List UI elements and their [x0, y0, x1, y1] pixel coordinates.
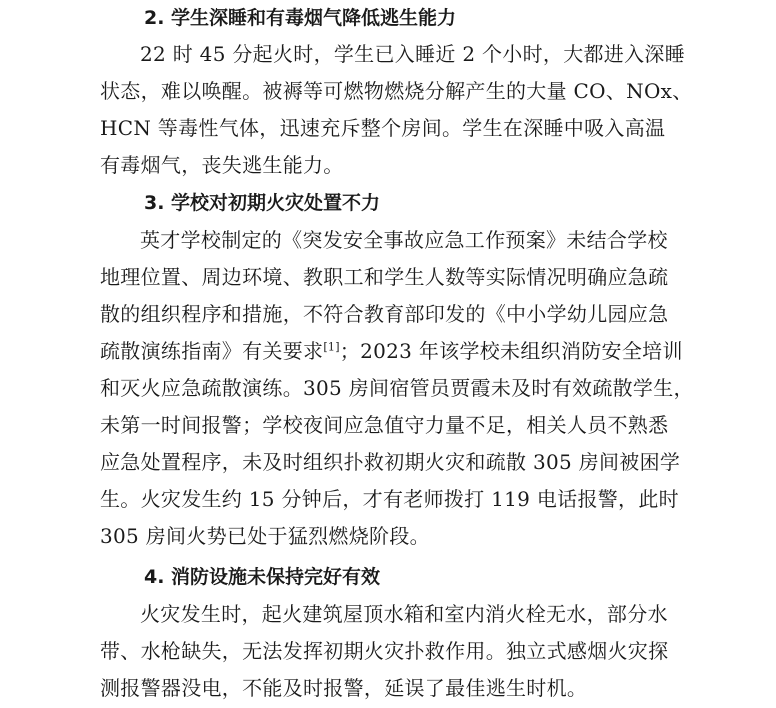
text-line: 状态，难以唤醒。被褥等可燃物燃烧分解产生的大量 CO、NOx、 [100, 79, 693, 103]
text-line: 火灾发生时，起火建筑屋顶水箱和室内消火栓无水，部分水 [140, 602, 668, 626]
text-line: 应急处置程序，未及时组织扑救初期火灾和疏散 305 房间被困学 [100, 450, 681, 474]
text-line: HCN 等毒性气体，迅速充斥整个房间。学生在深睡中吸入高温 [100, 116, 666, 140]
paragraph-fire-facilities [100, 596, 668, 707]
text-segment: ；2023 年该学校未组织消防安全培训 [339, 339, 683, 363]
paragraph-school-response [100, 222, 694, 555]
text-line: 散的组织程序和措施，不符合教育部印发的《中小学幼儿园应急 [100, 302, 669, 326]
section-heading-2: 2. 学生深睡和有毒烟气降低逃生能力 [144, 7, 457, 29]
text-line-with-citation [100, 333, 694, 370]
section-heading-3: 3. 学校对初期火灾处置不力 [144, 192, 381, 214]
text-line: 测报警器没电，不能及时报警，延误了最佳逃生时机。 [100, 676, 588, 700]
citation-marker[interactable]: [1] [323, 340, 340, 354]
text-segment: 疏散演练指南》有关要求 [100, 339, 324, 363]
text-line: 305 房间火势已处于猛烈燃烧阶段。 [100, 524, 430, 548]
text-line: 未第一时间报警；学校夜间应急值守力量不足，相关人员不熟悉 [100, 413, 669, 437]
paragraph-sleep-smoke [100, 36, 693, 184]
text-line: 带、水枪缺失，无法发挥初期火灾扑救作用。独立式感烟火灾探 [100, 639, 669, 663]
text-line: 地理位置、周边环境、教职工和学生人数等实际情况明确应急疏 [100, 265, 669, 289]
text-line: 生。火灾发生约 15 分钟后，才有老师拨打 119 电话报警，此时 [100, 487, 679, 511]
text-line: 和灭火应急疏散演练。305 房间宿管员贾霞未及时有效疏散学生， [100, 376, 694, 400]
section-heading-4: 4. 消防设施未保持完好有效 [144, 566, 381, 588]
text-line: 22 时 45 分起火时，学生已入睡近 2 个小时，大都进入深睡 [140, 42, 686, 66]
text-line: 英才学校制定的《突发安全事故应急工作预案》未结合学校 [140, 228, 668, 252]
text-line: 有毒烟气，丧失逃生能力。 [100, 153, 344, 177]
